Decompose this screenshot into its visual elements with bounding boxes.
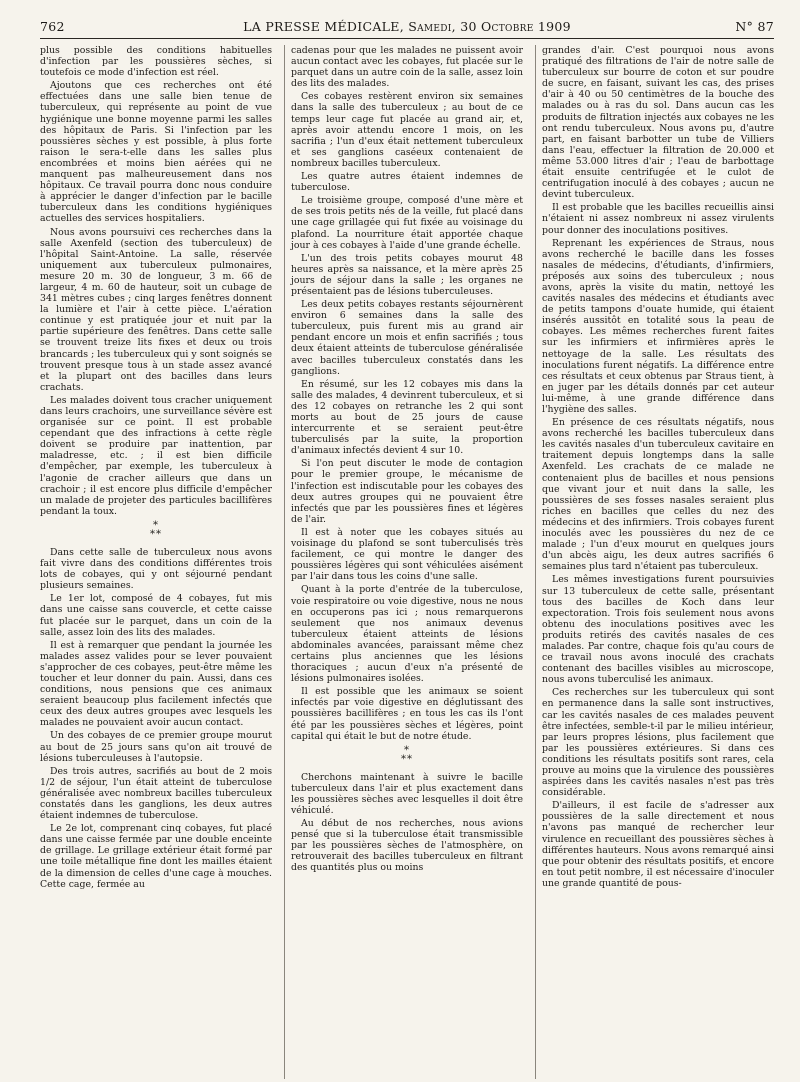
paragraph: Il est possible que les animaux se soient infectés par voie digestive en déglutissant des poussières bacillifères ; en tous les cas ils l'ont été par les poussières sèches et légères, point capital qui était le but de notre étude. — [291, 686, 523, 742]
paragraph: Les malades doivent tous cracher uniquement dans leurs crachoirs, une surveillance sévère est organisée sur ce point. Il est probable cependant que des infractions à cette règle doivent se produire par inattention, par maladresse, etc. ; il est bien difficile d'empêcher, par exemple, les tuberculeux à l'agonie de cracher ailleurs que dans un crachoir ; il est encore plus difficile d'empêcher un malade de projeter des particules bacillifères pendant la toux. — [40, 394, 272, 517]
journal-title: LA PRESSE MÉDICALE, Samedi, 30 Octobre 1909 — [243, 19, 571, 34]
paragraph: cadenas pour que les malades ne puissent avoir aucun contact avec les cobayes, fut placée sur le parquet dans un autre coin de la salle, assez loin des lits des malades. — [291, 45, 523, 90]
paragraph: Il est à remarquer que pendant la journée les malades assez valides pour se lever pouvaient s'approcher de ces cobayes, peut-être même les toucher et leur donner du pain. Aussi, dans ces conditions, nous pensions que ces animaux seraient beaucoup plus facilement infectés que ceux des deux autres groupes avec lesquels les malades ne pouvaient avoir aucun contact. — [40, 639, 272, 729]
paragraph: Le 1er lot, composé de 4 cobayes, fut mis dans une caisse sans couvercle, et cette caisse fut placée sur le parquet, dans un coin de la salle, assez loin des lits des malades. — [40, 593, 272, 638]
paragraph: En résumé, sur les 12 cobayes mis dans la salle des malades, 4 devinrent tuberculeux, et si des 12 cobayes on retranche les 2 qui sont morts au bout de 25 jours de cause intercurrente et se seraient peut-être tuberculisés par la suite, la proportion d'animaux infectés devient 4 sur 10. — [291, 378, 523, 457]
issue-number: N° 87 — [735, 19, 774, 34]
paragraph: Quant à la porte d'entrée de la tuberculose, voie respiratoire ou voie digestive, nous ne nous en occuperons pas ici ; nous remarquerons seulement que nos animaux devenus tuberculeux étaient atteints de lésions abdominales avancées, paraissant même chez certains plus anciennes que les lésions thoraciques ; aucun d'eux n'a présenté de lésions pulmonaires isolées. — [291, 584, 523, 685]
section-separator-stars: * ** — [150, 519, 162, 540]
paragraph: Ces cobayes restèrent environ six semaines dans la salle des tuberculeux ; au bout de ce temps leur cage fut placée au grand air, et, après avoir attendu encore 1 mois, on les sacrifia ; l'un d'eux était nettement tuberculeux et ses ganglions caséeux contenaient de nombreux bacilles tuberculeux. — [291, 91, 523, 169]
page-number: 762 — [40, 19, 65, 34]
paragraph: Ajoutons que ces recherches ont été effectuées dans une salle bien tenue de tuberculeux, qui représente au point de vue hygiénique une bonne moyenne parmi les salles des hôpitaux de Paris. Si l'infection par les poussières sèches y est possible, à plus forte raison le sera-t-elle dans les salles plus encombrées et moins bien aérées qui ne manquent pas malheureusement dans nos hôpitaux. Ce travail pourra donc nous conduire à apprécier le danger d'infection par le bacille tuberculeux dans les conditions hygiéniques actuelles des services hospitaliers. — [40, 80, 272, 225]
article-columns — [40, 45, 774, 1079]
paragraph: grandes d'air. C'est pourquoi nous avons pratiqué des filtrations de l'air de notre salle de tuberculeux sur bourre de coton et sur poudre de sucre, en faisant, suivant les cas, des prises d'air à 40 ou 50 centimètres de la bouche des malades ou à ras du sol. Dans aucun cas les produits de filtration injectés aux cobayes ne les ont rendu tuberculeux. Nous avons pu, d'autre part, en faisant barbotter un tube de Villiers dans l'eau, effectuer la filtration de 20.000 et même 53.000 litres d'air ; l'eau de barbottage était ensuite centrifugée et le culot de centrifugation inoculé à des cobayes ; aucun ne devint tuberculeux. — [542, 45, 774, 201]
paragraph: Le troisième groupe, composé d'une mère et de ses trois petits nés de la veille, fut placé dans une cage grillagée qui fut fixée au voisinage du plafond. La nourriture était apportée chaque jour à ces cobayes à l'aide d'une grande échelle. — [291, 195, 523, 251]
paragraph: plus possible des conditions habituelles d'infection par les poussières sèches, si toutefois ce mode d'infection est réel. — [40, 45, 272, 79]
column-2 — [284, 45, 523, 1079]
paragraph: Ces recherches sur les tuberculeux qui sont en permanence dans la salle sont instructives, car les cavités nasales de ces malades peuvent être infectées, semble-t-il par le milieu intérieur, par leurs propres lésions, plus facilement que par les poussières extérieures. Si dans ces conditions les résultats positifs sont rares, cela prouve au moins que la virulence des poussières aspirées dans les cavités nasales n'est pas très considérable. — [542, 687, 774, 799]
column-1 — [40, 45, 272, 1079]
paragraph: Les deux petits cobayes restants séjournèrent environ 6 semaines dans la salle des tuberculeux, puis furent mis au grand air pendant encore un mois et enfin sacrifiés ; tous deux étaient atteints de tuberculose généralisée avec bacilles tuberculeux constatés dans les ganglions. — [291, 299, 523, 377]
paragraph: Un des cobayes de ce premier groupe mourut au bout de 25 jours sans qu'on ait trouvé de lésions tuberculeuses à l'autopsie. — [40, 730, 272, 764]
paragraph: Les mêmes investigations furent poursuivies sur 13 tuberculeux de cette salle, présentant tous des bacilles de Koch dans leur expectoration. Trois fois seulement nous avons obtenu des inoculations positives avec les produits retirés des cavités nasales de ces malades. Par contre, chaque fois qu'au cours de ce travail nous avons inoculé des crachats contenant des bacilles visibles au microscope, nous avons tuberculisé les animaux. — [542, 574, 774, 686]
paragraph: D'ailleurs, il est facile de s'adresser aux poussières de la salle directement et nous n'avons pas manqué de rechercher leur virulence en recueillant des poussières sèches à différentes hauteurs. Nous avons remarqué ainsi que pour obtenir des résultats positifs, et encore en tout petit nombre, il est nécessaire d'inoculer une grande quantité de pous- — [542, 800, 774, 889]
column-3 — [535, 45, 774, 1079]
paragraph: Cherchons maintenant à suivre le bacille tuberculeux dans l'air et plus exactement dans les poussières sèches avec lesquelles il doit être véhiculé. — [291, 771, 523, 816]
paragraph: Des trois autres, sacrifiés au bout de 2 mois 1/2 de séjour, l'un était atteint de tuberculose généralisée avec nombreux bacilles tuberculeux constatés dans les ganglions, les deux autres étaient indemnes de tuberculose. — [40, 765, 272, 822]
paragraph: Il est à noter que les cobayes situés au voisinage du plafond se sont tuberculisés très facilement, ce qui montre le danger des poussières légères qui sont véhiculées aisément par l'air dans tous les coins d'une salle. — [291, 526, 523, 583]
section-separator-stars: * ** — [401, 744, 413, 765]
paragraph: En présence de ces résultats négatifs, nous avons recherché les bacilles tuberculeux dans les cavités nasales d'un tuberculeux cavitaire en traitement depuis longtemps dans la salle Axenfeld. Les crachats de ce malade ne contenaient plus de bacilles et nous pensions que vivant jour et nuit dans la salle, les poussières de ses fosses nasales seraient plus riches en bacilles que celles du nez des médecins et des infirmiers. Trois cobayes furent inoculés avec les poussières du nez de ce malade ; l'un d'eux mourut en quelques jours d'un abcès aigu, les deux autres sacrifiés 6 semaines plus tard n'étaient pas tuberculeux. — [542, 417, 774, 573]
paragraph: Au début de nos recherches, nous avions pensé que si la tuberculose était transmissible par les poussières sèches de l'atmosphère, on retrouverait des bacilles tuberculeux en filtrant des quantités plus ou moins — [291, 818, 523, 874]
paragraph: Le 2e lot, comprenant cinq cobayes, fut placé dans une caisse fermée par une double enceinte de grillage. Le grillage extérieur était formé par une toile métallique fine dont les mailles étaient de la dimension de celles d'une cage à mouches. Cette cage, fermée au — [40, 823, 272, 890]
paragraph: Nous avons poursuivi ces recherches dans la salle Axenfeld (section des tuberculeux) de l'hôpital Saint-Antoine. La salle, réservée uniquement aux tuberculeux pulmonaires, mesure 20 m. 30 de longueur, 3 m. 66 de largeur, 4 m. 60 de hauteur, soit un cubage de 341 mètres cubes ; cinq larges fenêtres donnent la lumière et l'air à cette pièce. L'aération continue y est pratiquée jour et nuit par la partie supérieure des fenêtres. Dans cette salle se trouvent treize lits fixes et deux ou trois brancards ; les tuberculeux qui y sont soignés se trouvent presque tous à un stade assez avancé et la plupart ont des bacilles dans leurs crachats. — [40, 226, 272, 393]
page-header — [40, 14, 774, 39]
paragraph: Si l'on peut discuter le mode de contagion pour le premier groupe, le mécanisme de l'infection est indiscutable pour les cobayes des deux autres groupes qui ne pouvaient être infectés que par les poussières fines et légères de l'air. — [291, 458, 523, 525]
paragraph: L'un des trois petits cobayes mourut 48 heures après sa naissance, et la mère après 25 jours de séjour dans la salle ; les organes ne présentaient pas de lésions tuberculeuses. — [291, 252, 523, 297]
paragraph: Il est probable que les bacilles recueillis ainsi n'étaient ni assez nombreux ni assez virulents pour donner des inoculations positives. — [542, 202, 774, 236]
paragraph: Reprenant les expériences de Straus, nous avons recherché le bacille dans les fosses nasales de médecins, d'étudiants, d'infirmiers, préposés aux soins des tuberculeux ; nous avons, après la visite du matin, nettoyé les cavités nasales des médecins et étudiants avec de petits tampons d'ouate humide, qui étaient insérés aussitôt en totalité sous la peau de cobayes. Les mêmes recherches furent faites sur les infirmiers et infirmières après le nettoyage de la salle. Les résultats des inoculations furent négatifs. La différence entre ces résultats et ceux obtenus par Straus tient, à en juger par les détails donnés par cet auteur lui-même, à une grande différence dans l'hygiène des salles. — [542, 237, 774, 415]
paragraph: Dans cette salle de tuberculeux nous avons fait vivre dans des conditions différentes trois lots de cobayes, qui y ont séjourné pendant plusieurs semaines. — [40, 546, 272, 592]
paragraph: Les quatre autres étaient indemnes de tuberculose. — [291, 171, 523, 194]
